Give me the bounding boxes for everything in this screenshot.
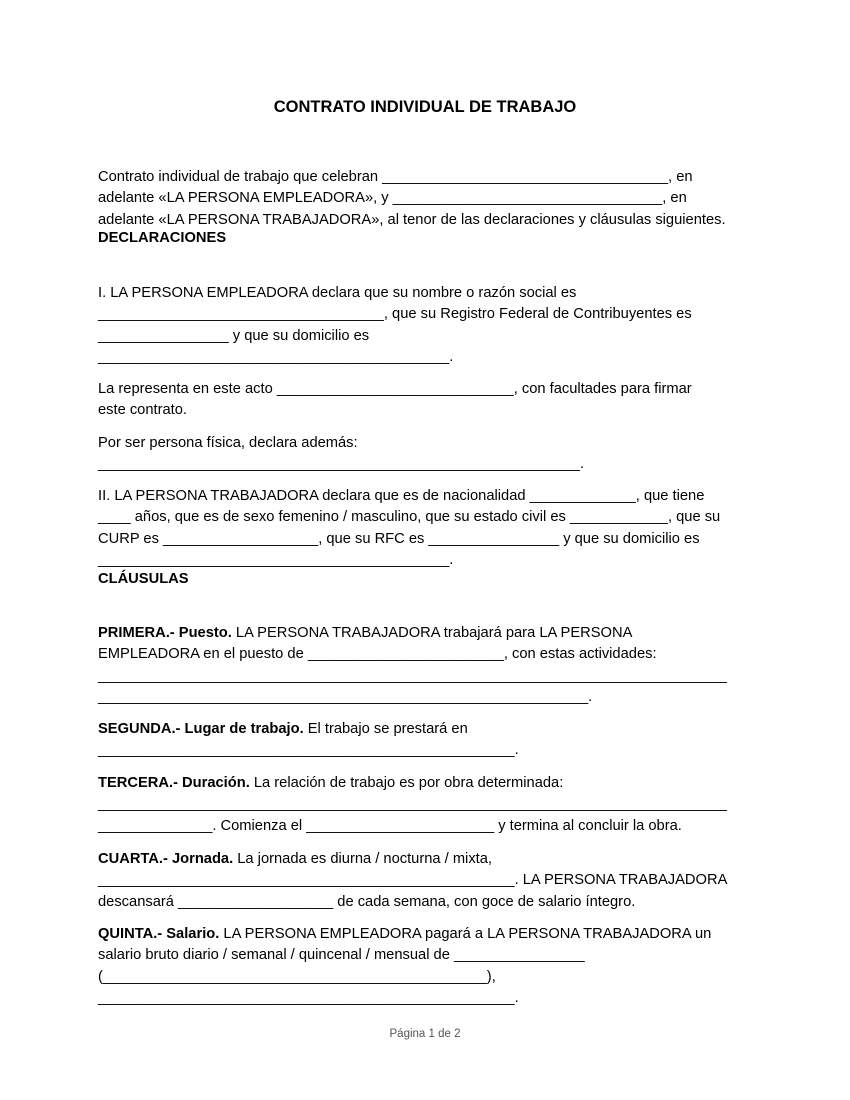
decl1-line-1: I. LA PERSONA EMPLEADORA declara que su nombre o razón social es <box>98 284 577 301</box>
decl2-line-3: CURP es ___________________, que su RFC es ________________ y que su domicilio es <box>98 530 700 547</box>
cuarta-label: CUARTA.- Jornada. <box>98 850 234 867</box>
primera-line-4: ____________________________________________________________. <box>98 689 593 705</box>
decl2-line-1: II. LA PERSONA TRABAJADORA declara que es de nacionalidad _____________, que tiene <box>98 487 705 504</box>
intro-paragraph <box>98 145 758 231</box>
decl1-line-4: ___________________________________________. <box>98 349 454 365</box>
cuarta-line-1: La jornada es diurna / nocturna / mixta, <box>233 850 492 867</box>
quinta-line-4: ___________________________________________________. <box>98 990 519 1006</box>
decl1-line-3: ________________ y que su domicilio es <box>98 327 370 344</box>
primera-line-3: _____________________________________________________________________________ <box>98 667 727 684</box>
tercera-label: TERCERA.- Duración. <box>98 774 250 791</box>
quinta-label: QUINTA.- Salario. <box>98 925 220 942</box>
quinta-line-1: LA PERSONA EMPLEADORA pagará a LA PERSONA TRABAJADORA un <box>219 925 712 942</box>
declaraciones-heading: DECLARACIONES <box>98 230 227 246</box>
tercera-line-1: La relación de trabajo es por obra determinada: <box>249 774 564 791</box>
decl2-line-2: ____ años, que es de sexo femenino / masculino, que su estado civil es ____________, que su <box>98 509 721 525</box>
representa-line-2: este contrato. <box>98 402 187 418</box>
cuarta-line-3: descansará ___________________ de cada semana, con goce de salario íntegro. <box>98 893 636 910</box>
tercera-line-3: ______________. Comienza el _______________________ y termina al concluir la obra. <box>98 817 682 834</box>
tercera-line-2: _____________________________________________________________________________ <box>98 796 727 812</box>
intro-line-3: adelante «LA PERSONA TRABAJADORA», al tenor de las declaraciones y cláusulas siguientes. <box>98 211 726 228</box>
decl2-line-4: ___________________________________________. <box>98 552 454 568</box>
clausula-quinta <box>98 902 758 1010</box>
representa-line-1: La representa en este acto _____________________________, con facultades para firmar <box>98 380 692 397</box>
segunda-line-2: ___________________________________________________. <box>98 742 519 758</box>
page-number: Página 1 de 2 <box>389 1028 461 1040</box>
intro-line-1: Contrato individual de trabajo que celebran ___________________________________, en <box>98 168 693 185</box>
persona-fisica-line-1: Por ser persona física, declara además: <box>98 434 358 451</box>
decl1-line-2: ___________________________________, que su Registro Federal de Contribuyentes es <box>98 306 692 322</box>
segunda-line-1: El trabajo se prestará en <box>303 720 468 737</box>
declaracion-trabajadora <box>98 464 758 572</box>
persona-fisica-line-2: ___________________________________________________________. <box>98 456 585 472</box>
primera-label: PRIMERA.- Puesto. <box>98 624 232 641</box>
declaracion-empleadora <box>98 261 758 369</box>
clausula-primera <box>98 601 758 709</box>
intro-line-2: adelante «LA PERSONA EMPLEADORA», y _________________________________, en <box>98 190 687 206</box>
document-title: CONTRATO INDIVIDUAL DE TRABAJO <box>273 98 577 116</box>
segunda-label: SEGUNDA.- Lugar de trabajo. <box>98 720 304 737</box>
clausulas-heading: CLÁUSULAS <box>98 571 189 587</box>
clausula-cuarta <box>98 827 758 913</box>
primera-line-1: LA PERSONA TRABAJADORA trabajará para LA PERSONA <box>231 624 633 641</box>
primera-line-2: EMPLEADORA en el puesto de ________________________, con estas actividades: <box>98 646 657 662</box>
quinta-line-3: (_______________________________________________), <box>98 968 496 985</box>
quinta-line-2: salario bruto diario / semanal / quincenal / mensual de ________________ <box>98 947 585 963</box>
clausula-tercera <box>98 751 758 837</box>
cuarta-line-2: ___________________________________________________. LA PERSONA TRABAJADORA <box>98 872 728 888</box>
